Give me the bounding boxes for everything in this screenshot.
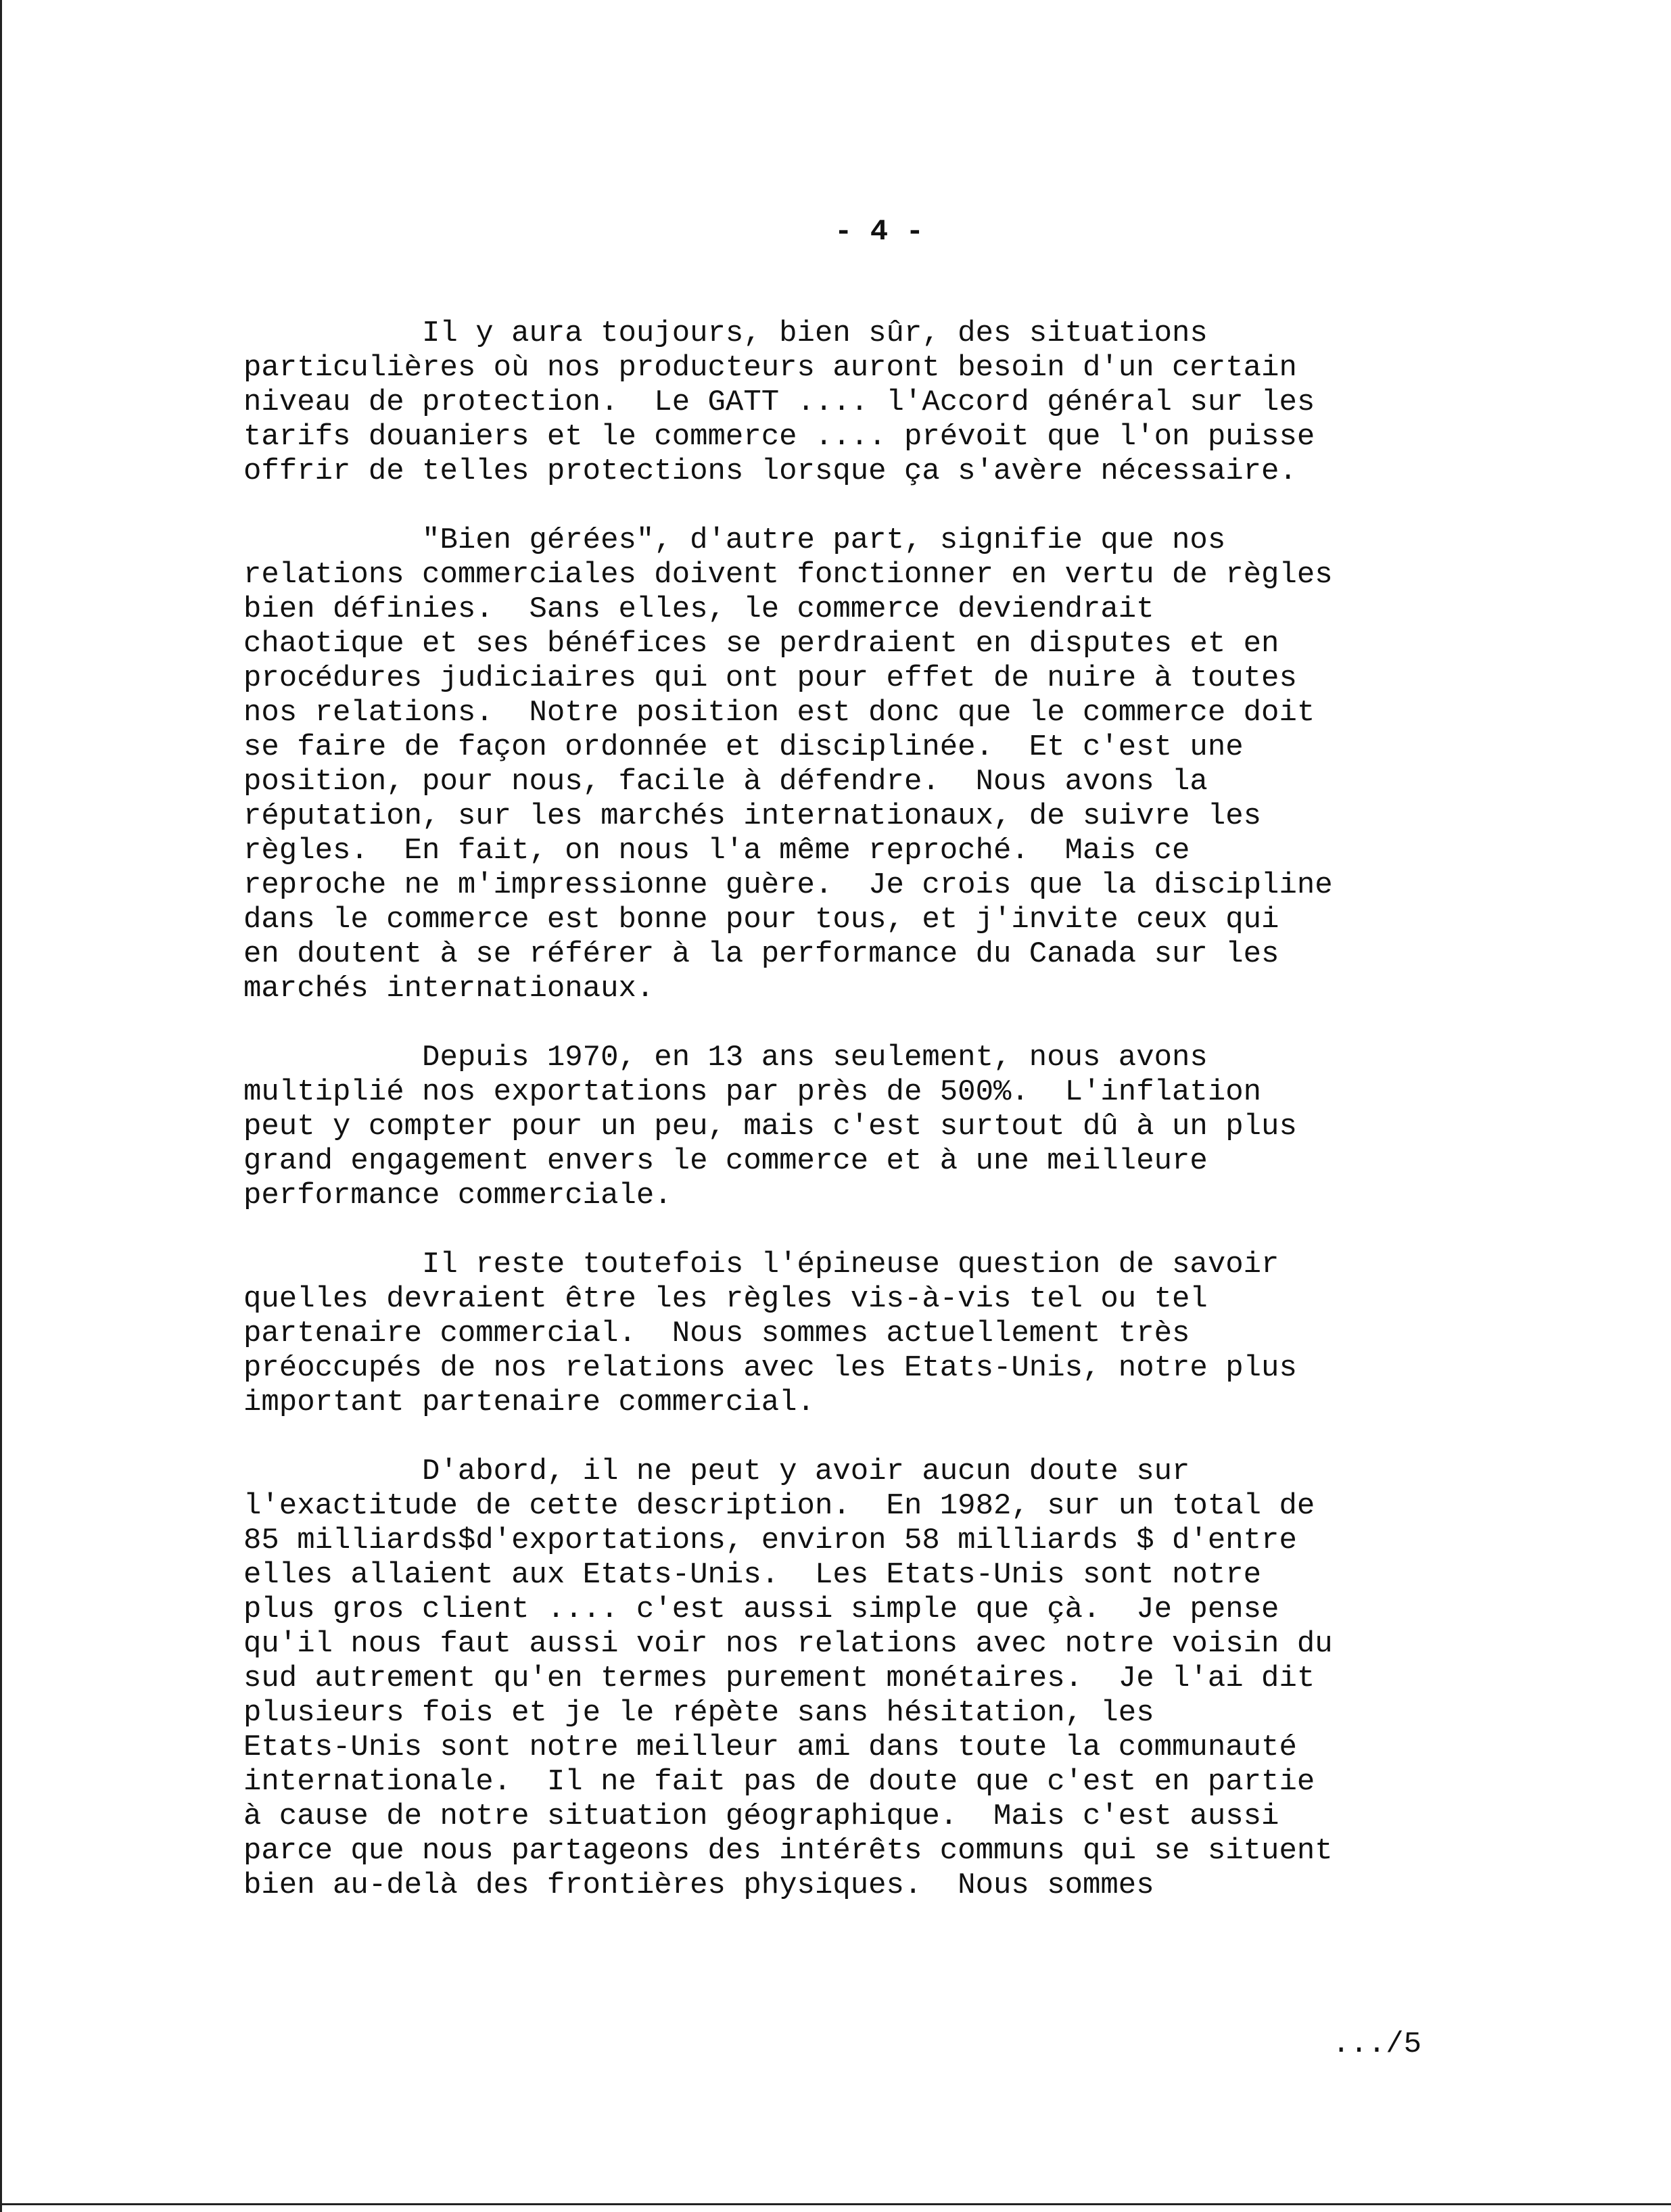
text-line: grand engagement envers le commerce et à une meilleure [243,1144,1208,1178]
text-line: réputation, sur les marchés internationaux, de suivre les [243,799,1262,833]
text-line: procédures judiciaires qui ont pour effet de nuire à toutes [243,661,1297,695]
text-line: tarifs douaniers et le commerce .... prévoit que l'on puisse [243,420,1315,454]
text-line: chaotique et ses bénéfices se perdraient en disputes et en [243,627,1279,661]
text-line: sud autrement qu'en termes purement monétaires. Je l'ai dit [243,1662,1315,1695]
text-line: important partenaire commercial. [243,1386,815,1419]
paragraph [243,1248,1515,1420]
text-line: offrir de telles protections lorsque ça s'avère nécessaire. [243,454,1297,488]
text-line: partenaire commercial. Nous sommes actuellement très [243,1317,1190,1350]
text-line: "Bien gérées", d'autre part, signifie que nos [243,523,1226,557]
text-line: internationale. Il ne fait pas de doute que c'est en partie [243,1765,1315,1799]
text-line: nos relations. Notre position est donc que le commerce doit [243,696,1315,730]
paragraph [243,316,1515,489]
continuation-marker: .../5 [1332,2027,1422,2061]
text-line: elles allaient aux Etats-Unis. Les Etats-Unis sont notre [243,1558,1262,1592]
text-line: D'abord, il ne peut y avoir aucun doute sur [243,1455,1190,1488]
text-line: préoccupés de nos relations avec les Etats-Unis, notre plus [243,1351,1297,1385]
text-line: l'exactitude de cette description. En 1982, sur un total de [243,1489,1315,1523]
page-number: - 4 - [834,215,924,249]
text-line: bien au-delà des frontières physiques. Nous sommes [243,1868,1154,1902]
text-line: position, pour nous, facile à défendre. Nous avons la [243,765,1208,799]
text-line: niveau de protection. Le GATT .... l'Accord général sur les [243,385,1315,419]
text-line: bien définies. Sans elles, le commerce deviendrait [243,592,1154,626]
scan-edge-left [0,0,2,2212]
text-line: dans le commerce est bonne pour tous, et j'invite ceux qui [243,903,1279,937]
text-line: performance commerciale. [243,1179,672,1213]
text-line: règles. En fait, on nous l'a même reproché. Mais ce [243,834,1190,868]
text-line: peut y compter pour un peu, mais c'est surtout dû à un plus [243,1110,1297,1144]
text-line: marchés internationaux. [243,972,655,1006]
text-line: multiplié nos exportations par près de 500%. L'inflation [243,1075,1262,1109]
text-line: en doutent à se référer à la performance du Canada sur les [243,937,1279,971]
text-line: reproche ne m'impressionne guère. Je crois que la discipline [243,868,1333,902]
document-body [243,316,1515,1937]
text-line: relations commerciales doivent fonctionner en vertu de règles [243,558,1333,592]
text-line: particulières où nos producteurs auront besoin d'un certain [243,351,1297,385]
scan-edge-bottom [0,2203,1671,2205]
text-line: à cause de notre situation géographique. Mais c'est aussi [243,1799,1279,1833]
text-line: qu'il nous faut aussi voir nos relations avec notre voisin du [243,1627,1333,1661]
text-line: quelles devraient être les règles vis-à-vis tel ou tel [243,1282,1208,1316]
text-line: plus gros client .... c'est aussi simple que çà. Je pense [243,1593,1279,1626]
paragraph [243,1455,1515,1903]
text-line: parce que nous partageons des intérêts communs qui se situent [243,1834,1333,1868]
text-line: se faire de façon ordonnée et disciplinée. Et c'est une [243,730,1244,764]
text-line: plusieurs fois et je le répète sans hésitation, les [243,1696,1154,1730]
paragraph [243,1041,1515,1213]
text-line: Il reste toutefois l'épineuse question de savoir [243,1248,1279,1281]
text-line: 85 milliards$d'exportations, environ 58 milliards $ d'entre [243,1524,1297,1557]
paragraph [243,523,1515,1006]
text-line: Il y aura toujours, bien sûr, des situations [243,316,1208,350]
text-line: Depuis 1970, en 13 ans seulement, nous avons [243,1041,1208,1075]
text-line: Etats-Unis sont notre meilleur ami dans toute la communauté [243,1731,1297,1764]
